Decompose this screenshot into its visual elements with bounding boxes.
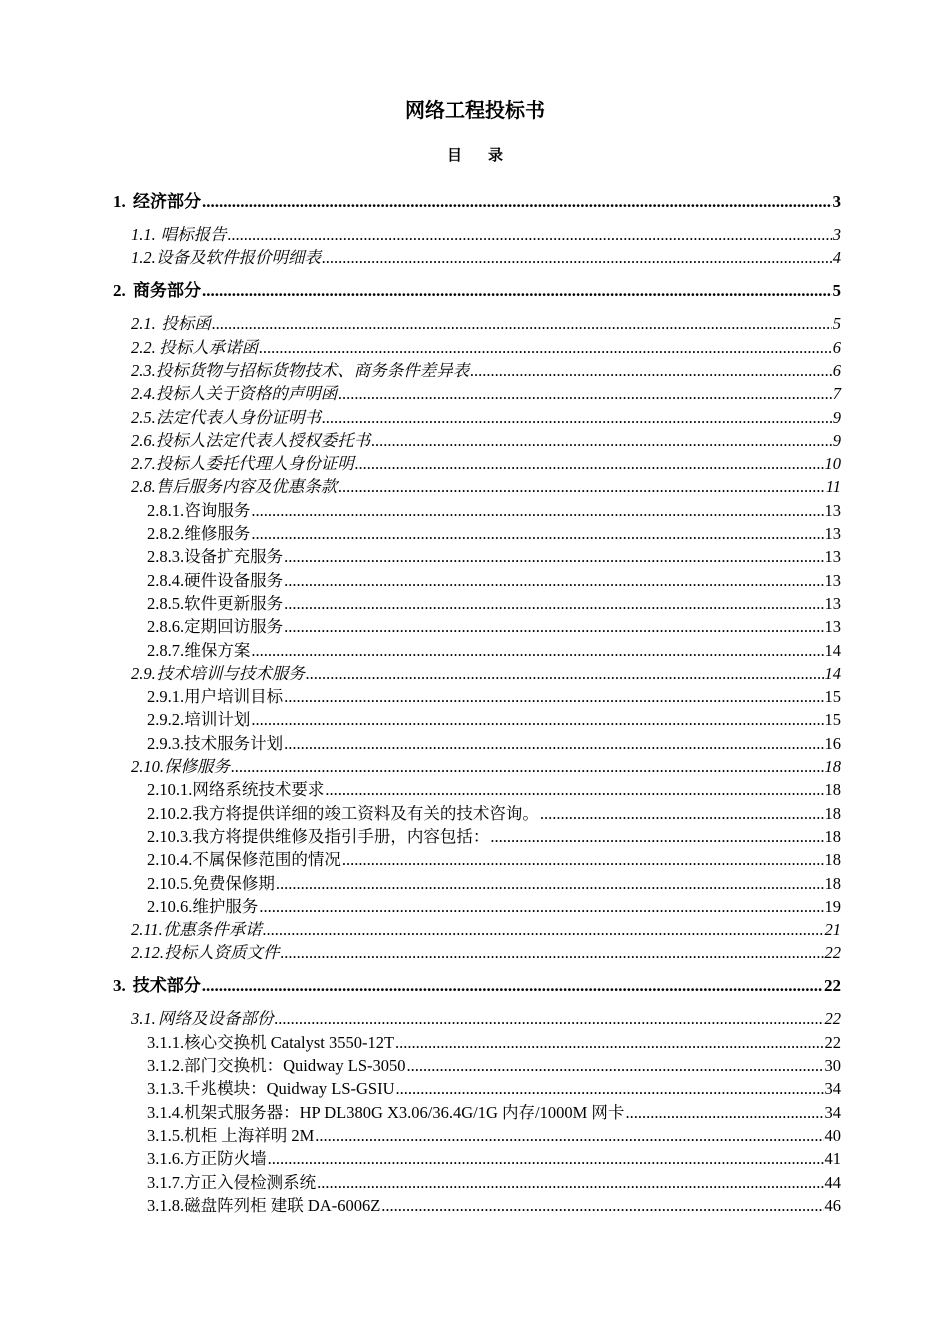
toc-entry-number: 2.11. bbox=[131, 920, 163, 940]
toc-entry[interactable] bbox=[147, 499, 841, 522]
toc-entry[interactable] bbox=[147, 1101, 841, 1124]
toc-entry[interactable] bbox=[113, 190, 841, 213]
toc-entry[interactable] bbox=[113, 279, 841, 302]
toc-entry-title: 方正入侵检测系统 bbox=[184, 1172, 317, 1192]
toc-dot-leader bbox=[338, 382, 832, 405]
toc-entry[interactable] bbox=[147, 1054, 841, 1077]
toc-entry-number: 3. bbox=[113, 976, 126, 996]
toc-entry-number: 3.1.8. bbox=[147, 1195, 185, 1215]
toc-dot-leader bbox=[396, 1077, 824, 1100]
toc-dot-leader bbox=[395, 1031, 823, 1054]
toc-dot-leader bbox=[338, 475, 824, 498]
toc-entry[interactable] bbox=[147, 592, 841, 615]
toc-entry[interactable] bbox=[147, 545, 841, 568]
toc-dot-leader bbox=[284, 569, 823, 592]
toc-entry-page-number: 18 bbox=[824, 803, 841, 823]
toc-entry[interactable] bbox=[147, 708, 841, 731]
toc-dot-leader bbox=[259, 895, 823, 918]
toc-entry-title: 硬件设备服务 bbox=[184, 570, 284, 590]
toc-entry-page-number: 18 bbox=[824, 826, 841, 846]
toc-entry-number: 3.1.7. bbox=[147, 1172, 185, 1192]
toc-dot-leader bbox=[276, 872, 824, 895]
toc-dot-leader bbox=[268, 1147, 824, 1170]
toc-entry-page-number: 15 bbox=[824, 710, 841, 730]
toc-entry-number: 2.10.5. bbox=[147, 873, 193, 893]
toc-entry-number: 2.10. bbox=[131, 757, 164, 776]
toc-entry-page-number: 6 bbox=[832, 337, 841, 357]
toc-dot-leader bbox=[251, 499, 823, 522]
toc-entry-title: 方正防火墙 bbox=[184, 1149, 267, 1169]
toc-dot-leader bbox=[470, 359, 832, 382]
toc-entry-number: 3.1.6. bbox=[147, 1149, 185, 1169]
toc-entry[interactable] bbox=[147, 1171, 841, 1194]
toc-entry-number: 2.8.5. bbox=[147, 593, 185, 613]
toc-entry-page-number: 7 bbox=[832, 384, 841, 404]
toc-dot-leader bbox=[322, 406, 832, 429]
toc-entry-page-number: 22 bbox=[824, 943, 841, 963]
toc-entry-number: 2.8.1. bbox=[147, 500, 185, 520]
toc-entry[interactable] bbox=[147, 778, 841, 801]
toc-entry-page-number: 18 bbox=[824, 780, 841, 800]
toc-entry-number: 2.10.3. bbox=[147, 826, 193, 846]
toc-dot-leader bbox=[228, 223, 832, 246]
toc-entry-number: 2.2. bbox=[131, 337, 156, 357]
toc-entry-title: 机架式服务器：HP DL380G X3.06/36.4G/1G 内存/1000M 网卡 bbox=[184, 1102, 625, 1122]
toc-dot-leader bbox=[540, 802, 824, 825]
toc-entry-page-number: 13 bbox=[824, 524, 841, 543]
toc-entry-title: 投标人委托代理人身份证明 bbox=[155, 454, 354, 474]
toc-entry-number: 3.1.3. bbox=[147, 1079, 185, 1099]
toc-entry[interactable] bbox=[147, 1194, 841, 1217]
toc-entry-page-number: 18 bbox=[824, 873, 841, 893]
toc-entry[interactable] bbox=[147, 685, 841, 708]
toc-entry[interactable] bbox=[147, 732, 841, 755]
toc-entry-page-number: 9 bbox=[832, 407, 841, 427]
toc-entry-title: 商务部分 bbox=[132, 281, 201, 301]
toc-entry-page-number: 5 bbox=[832, 314, 841, 334]
toc-entry-page-number: 18 bbox=[824, 757, 841, 776]
toc-entry-page-number: 5 bbox=[832, 281, 841, 301]
toc-entry-number: 2.9. bbox=[131, 663, 156, 683]
toc-entry-number: 1.2. bbox=[131, 248, 156, 268]
toc-entry[interactable] bbox=[113, 974, 841, 997]
toc-entry-title: 磁盘阵列柜 建联 DA-6006Z bbox=[184, 1195, 381, 1215]
toc-entry-title: 售后服务内容及优惠条款 bbox=[155, 477, 338, 497]
toc-entry-number: 2.8.6. bbox=[147, 617, 185, 637]
toc-entry[interactable] bbox=[131, 359, 841, 382]
toc-entry-title: 定期回访服务 bbox=[184, 617, 284, 637]
toc-entry-page-number: 4 bbox=[832, 248, 841, 268]
toc-dot-leader bbox=[202, 190, 832, 213]
toc-entry-title: 投标货物与招标货物技术、商务条件差异表 bbox=[155, 360, 470, 380]
toc-entry-number: 2.8.2. bbox=[147, 524, 185, 543]
toc-entry-page-number: 10 bbox=[824, 454, 841, 474]
toc-entry-page-number: 16 bbox=[824, 733, 841, 753]
toc-entry[interactable] bbox=[147, 522, 841, 545]
toc-entry-number: 2.10.1. bbox=[147, 780, 193, 800]
toc-entry[interactable] bbox=[147, 825, 841, 848]
toc-entry-title: 网络系统技术要求 bbox=[192, 780, 325, 800]
toc-entry-page-number: 21 bbox=[824, 920, 841, 940]
toc-entry[interactable] bbox=[147, 802, 841, 825]
toc-entry[interactable] bbox=[131, 406, 841, 429]
toc-dot-leader bbox=[325, 778, 823, 801]
toc-entry[interactable] bbox=[147, 1077, 841, 1100]
toc-entry[interactable] bbox=[131, 918, 841, 941]
toc-entry[interactable] bbox=[131, 475, 841, 498]
toc-dot-leader bbox=[284, 545, 823, 568]
toc-entry-number: 3.1.1. bbox=[147, 1032, 185, 1052]
toc-entry-title: 免费保修期 bbox=[192, 873, 275, 893]
toc-entry-number: 2.7. bbox=[131, 454, 156, 474]
toc-dot-leader bbox=[625, 1101, 823, 1124]
toc-entry[interactable] bbox=[147, 639, 841, 662]
toc-dot-leader bbox=[281, 941, 824, 964]
toc-entry-title: 不属保修范围的情况 bbox=[192, 850, 341, 870]
toc-dot-leader bbox=[342, 848, 824, 871]
toc-entry-number: 2.3. bbox=[131, 360, 156, 380]
toc-entry-number: 2.8. bbox=[131, 477, 156, 497]
toc-entry-title: 投标函 bbox=[161, 314, 211, 334]
toc-entry-number: 2.5. bbox=[131, 407, 156, 427]
toc-entry-number: 3.1.5. bbox=[147, 1125, 185, 1145]
toc-entry-page-number: 44 bbox=[824, 1172, 841, 1192]
toc-entry[interactable] bbox=[131, 223, 841, 246]
toc-entry-number: 3.1.4. bbox=[147, 1102, 185, 1122]
toc-entry[interactable] bbox=[147, 569, 841, 592]
toc-heading-char-2: 录 bbox=[488, 148, 504, 164]
toc-dot-leader bbox=[315, 1124, 823, 1147]
toc-entry-title: 经济部分 bbox=[132, 192, 201, 211]
toc-entry-title: 法定代表人身份证明书 bbox=[156, 407, 322, 427]
toc-dot-leader bbox=[284, 592, 823, 615]
toc-entry[interactable] bbox=[131, 1007, 841, 1030]
toc-entry-title: 维护服务 bbox=[192, 896, 259, 916]
toc-entry-number: 1.1. bbox=[131, 225, 156, 244]
toc-entry-title: 设备扩充服务 bbox=[184, 547, 284, 567]
toc-entry-page-number: 6 bbox=[832, 360, 841, 380]
toc-dot-leader bbox=[355, 452, 824, 475]
toc-entry-title: 技术部分 bbox=[132, 976, 201, 996]
toc-entry-number: 2.10.2. bbox=[147, 803, 193, 823]
toc-entry[interactable] bbox=[131, 452, 841, 475]
toc-entry-title: 保修服务 bbox=[164, 757, 230, 776]
toc-entry-page-number: 13 bbox=[824, 617, 841, 637]
toc-entry-number: 2.12. bbox=[131, 943, 164, 963]
toc-dot-leader bbox=[284, 732, 823, 755]
toc-entry[interactable] bbox=[131, 755, 841, 778]
toc-entry-title: 我方将提供详细的竣工资料及有关的技术咨询。 bbox=[192, 803, 539, 823]
toc-entry[interactable] bbox=[131, 429, 841, 452]
toc-entry-title: 用户培训目标 bbox=[184, 687, 284, 707]
toc-entry-title: 核心交换机 Catalyst 3550-12T bbox=[184, 1032, 395, 1052]
toc-entry-page-number: 15 bbox=[824, 687, 841, 707]
toc-entry-number: 2.8.7. bbox=[147, 640, 185, 660]
toc-entry-title: 优惠条件承诺 bbox=[162, 920, 262, 940]
toc-entry-page-number: 22 bbox=[824, 1009, 841, 1029]
toc-entry-page-number: 13 bbox=[824, 570, 841, 590]
toc-dot-leader bbox=[306, 662, 824, 685]
toc-entry-number: 2.9.1. bbox=[147, 687, 185, 707]
toc-entry[interactable] bbox=[147, 1031, 841, 1054]
toc-dot-leader bbox=[284, 615, 823, 638]
toc-dot-leader bbox=[322, 246, 832, 269]
toc-entry-number: 2.9.3. bbox=[147, 733, 185, 753]
toc-dot-leader bbox=[251, 639, 823, 662]
toc-entry-title: 投标人法定代表人授权委托书 bbox=[155, 430, 371, 450]
toc-entry-title: 唱标报告 bbox=[160, 225, 227, 244]
toc-entry[interactable] bbox=[131, 941, 841, 964]
toc-dot-leader bbox=[274, 1007, 823, 1030]
toc-entry-page-number: 13 bbox=[824, 547, 841, 567]
toc-entry-page-number: 9 bbox=[832, 430, 841, 450]
toc-entry-page-number: 41 bbox=[824, 1149, 841, 1169]
toc-entry-page-number: 14 bbox=[824, 663, 841, 683]
toc-entry-number: 2.4. bbox=[131, 384, 156, 404]
toc-entry[interactable] bbox=[147, 615, 841, 638]
toc-entry-title: 软件更新服务 bbox=[184, 593, 284, 613]
toc-entry-page-number: 34 bbox=[824, 1102, 841, 1122]
toc-entry-page-number: 13 bbox=[824, 593, 841, 613]
toc-entry-title: 网络及设备部份 bbox=[157, 1009, 274, 1029]
toc-entry-page-number: 22 bbox=[824, 1032, 841, 1052]
toc-entry-number: 2.8.4. bbox=[147, 570, 185, 590]
toc-dot-leader bbox=[251, 522, 823, 545]
toc-entry[interactable] bbox=[131, 382, 841, 405]
toc-dot-leader bbox=[202, 279, 832, 302]
toc-entry[interactable] bbox=[131, 246, 841, 269]
toc-dot-leader bbox=[317, 1171, 823, 1194]
toc-entry-title: 我方将提供维修及指引手册，内容包括： bbox=[192, 826, 490, 846]
toc-entry[interactable] bbox=[147, 848, 841, 871]
toc-dot-leader bbox=[490, 825, 823, 848]
toc-entry-title: 部门交换机：Quidway LS-3050 bbox=[184, 1056, 406, 1075]
toc-entry-title: 投标人关于资格的声明函 bbox=[155, 384, 338, 404]
toc-entry-title: 培训计划 bbox=[184, 710, 251, 730]
toc-dot-leader bbox=[212, 312, 832, 335]
toc-entry-number: 3.1.2. bbox=[147, 1056, 185, 1075]
toc-entry-page-number: 19 bbox=[824, 896, 841, 916]
toc-entry-title: 千兆模块：Quidway LS-GSIU bbox=[184, 1079, 395, 1099]
toc-entry-title: 维保方案 bbox=[184, 640, 251, 660]
toc-entry-number: 2.1. bbox=[131, 314, 156, 334]
toc-entry-title: 技术培训与技术服务 bbox=[156, 663, 305, 683]
toc-entry[interactable] bbox=[131, 336, 841, 359]
toc-entry-page-number: 30 bbox=[824, 1056, 841, 1075]
toc-entry-page-number: 46 bbox=[824, 1195, 841, 1215]
toc-entry-page-number: 34 bbox=[824, 1079, 841, 1099]
toc-entry[interactable] bbox=[147, 1124, 841, 1147]
toc-entry-page-number: 3 bbox=[832, 192, 841, 211]
toc-entry-title: 机柜 上海祥明 2M bbox=[184, 1125, 315, 1145]
toc-heading-char-1: 目 bbox=[446, 148, 462, 164]
toc-entry-page-number: 14 bbox=[824, 640, 841, 660]
toc-dot-leader bbox=[251, 708, 823, 731]
toc-dot-leader bbox=[263, 918, 824, 941]
toc-entry-number: 2.10.4. bbox=[147, 850, 193, 870]
toc-entry[interactable] bbox=[147, 1147, 841, 1170]
toc-entry-page-number: 18 bbox=[824, 850, 841, 870]
toc-entry[interactable] bbox=[131, 662, 841, 685]
toc-entry-number: 2.6. bbox=[131, 430, 156, 450]
toc-entry-title: 投标人资质文件 bbox=[164, 943, 280, 963]
toc-entry[interactable] bbox=[147, 872, 841, 895]
toc-dot-leader bbox=[381, 1194, 823, 1217]
toc-entry-page-number: 13 bbox=[824, 500, 841, 520]
toc-entry-title: 咨询服务 bbox=[184, 500, 251, 520]
toc-entry-number: 2.9.2. bbox=[147, 710, 185, 730]
toc-entry[interactable] bbox=[147, 895, 841, 918]
toc-entry-number: 2.10.6. bbox=[147, 896, 193, 916]
toc-entry-title: 维修服务 bbox=[184, 524, 251, 543]
toc-entry-number: 2. bbox=[113, 281, 126, 301]
toc-dot-leader bbox=[231, 755, 824, 778]
toc-heading bbox=[0, 144, 950, 165]
toc-entry[interactable] bbox=[131, 312, 841, 335]
toc-entry-number: 2.8.3. bbox=[147, 547, 185, 567]
toc-dot-leader bbox=[371, 429, 832, 452]
toc-entry-page-number: 40 bbox=[824, 1125, 841, 1145]
toc-entry-page-number: 3 bbox=[832, 225, 841, 244]
toc-dot-leader bbox=[407, 1054, 824, 1077]
toc-entry-title: 设备及软件报价明细表 bbox=[156, 248, 322, 268]
toc-entry-title: 投标人承诺函 bbox=[159, 337, 259, 357]
toc-dot-leader bbox=[202, 974, 823, 997]
toc-dot-leader bbox=[284, 685, 823, 708]
toc-entry-page-number: 22 bbox=[824, 976, 841, 996]
toc-dot-leader bbox=[259, 336, 832, 359]
toc-entry-number: 3.1. bbox=[131, 1009, 156, 1029]
document-title: 网络工程投标书 bbox=[405, 100, 545, 122]
toc-entry-title: 技术服务计划 bbox=[184, 733, 284, 753]
toc-entry-page-number: 11 bbox=[825, 477, 841, 497]
toc-entry-number: 1. bbox=[113, 192, 126, 211]
